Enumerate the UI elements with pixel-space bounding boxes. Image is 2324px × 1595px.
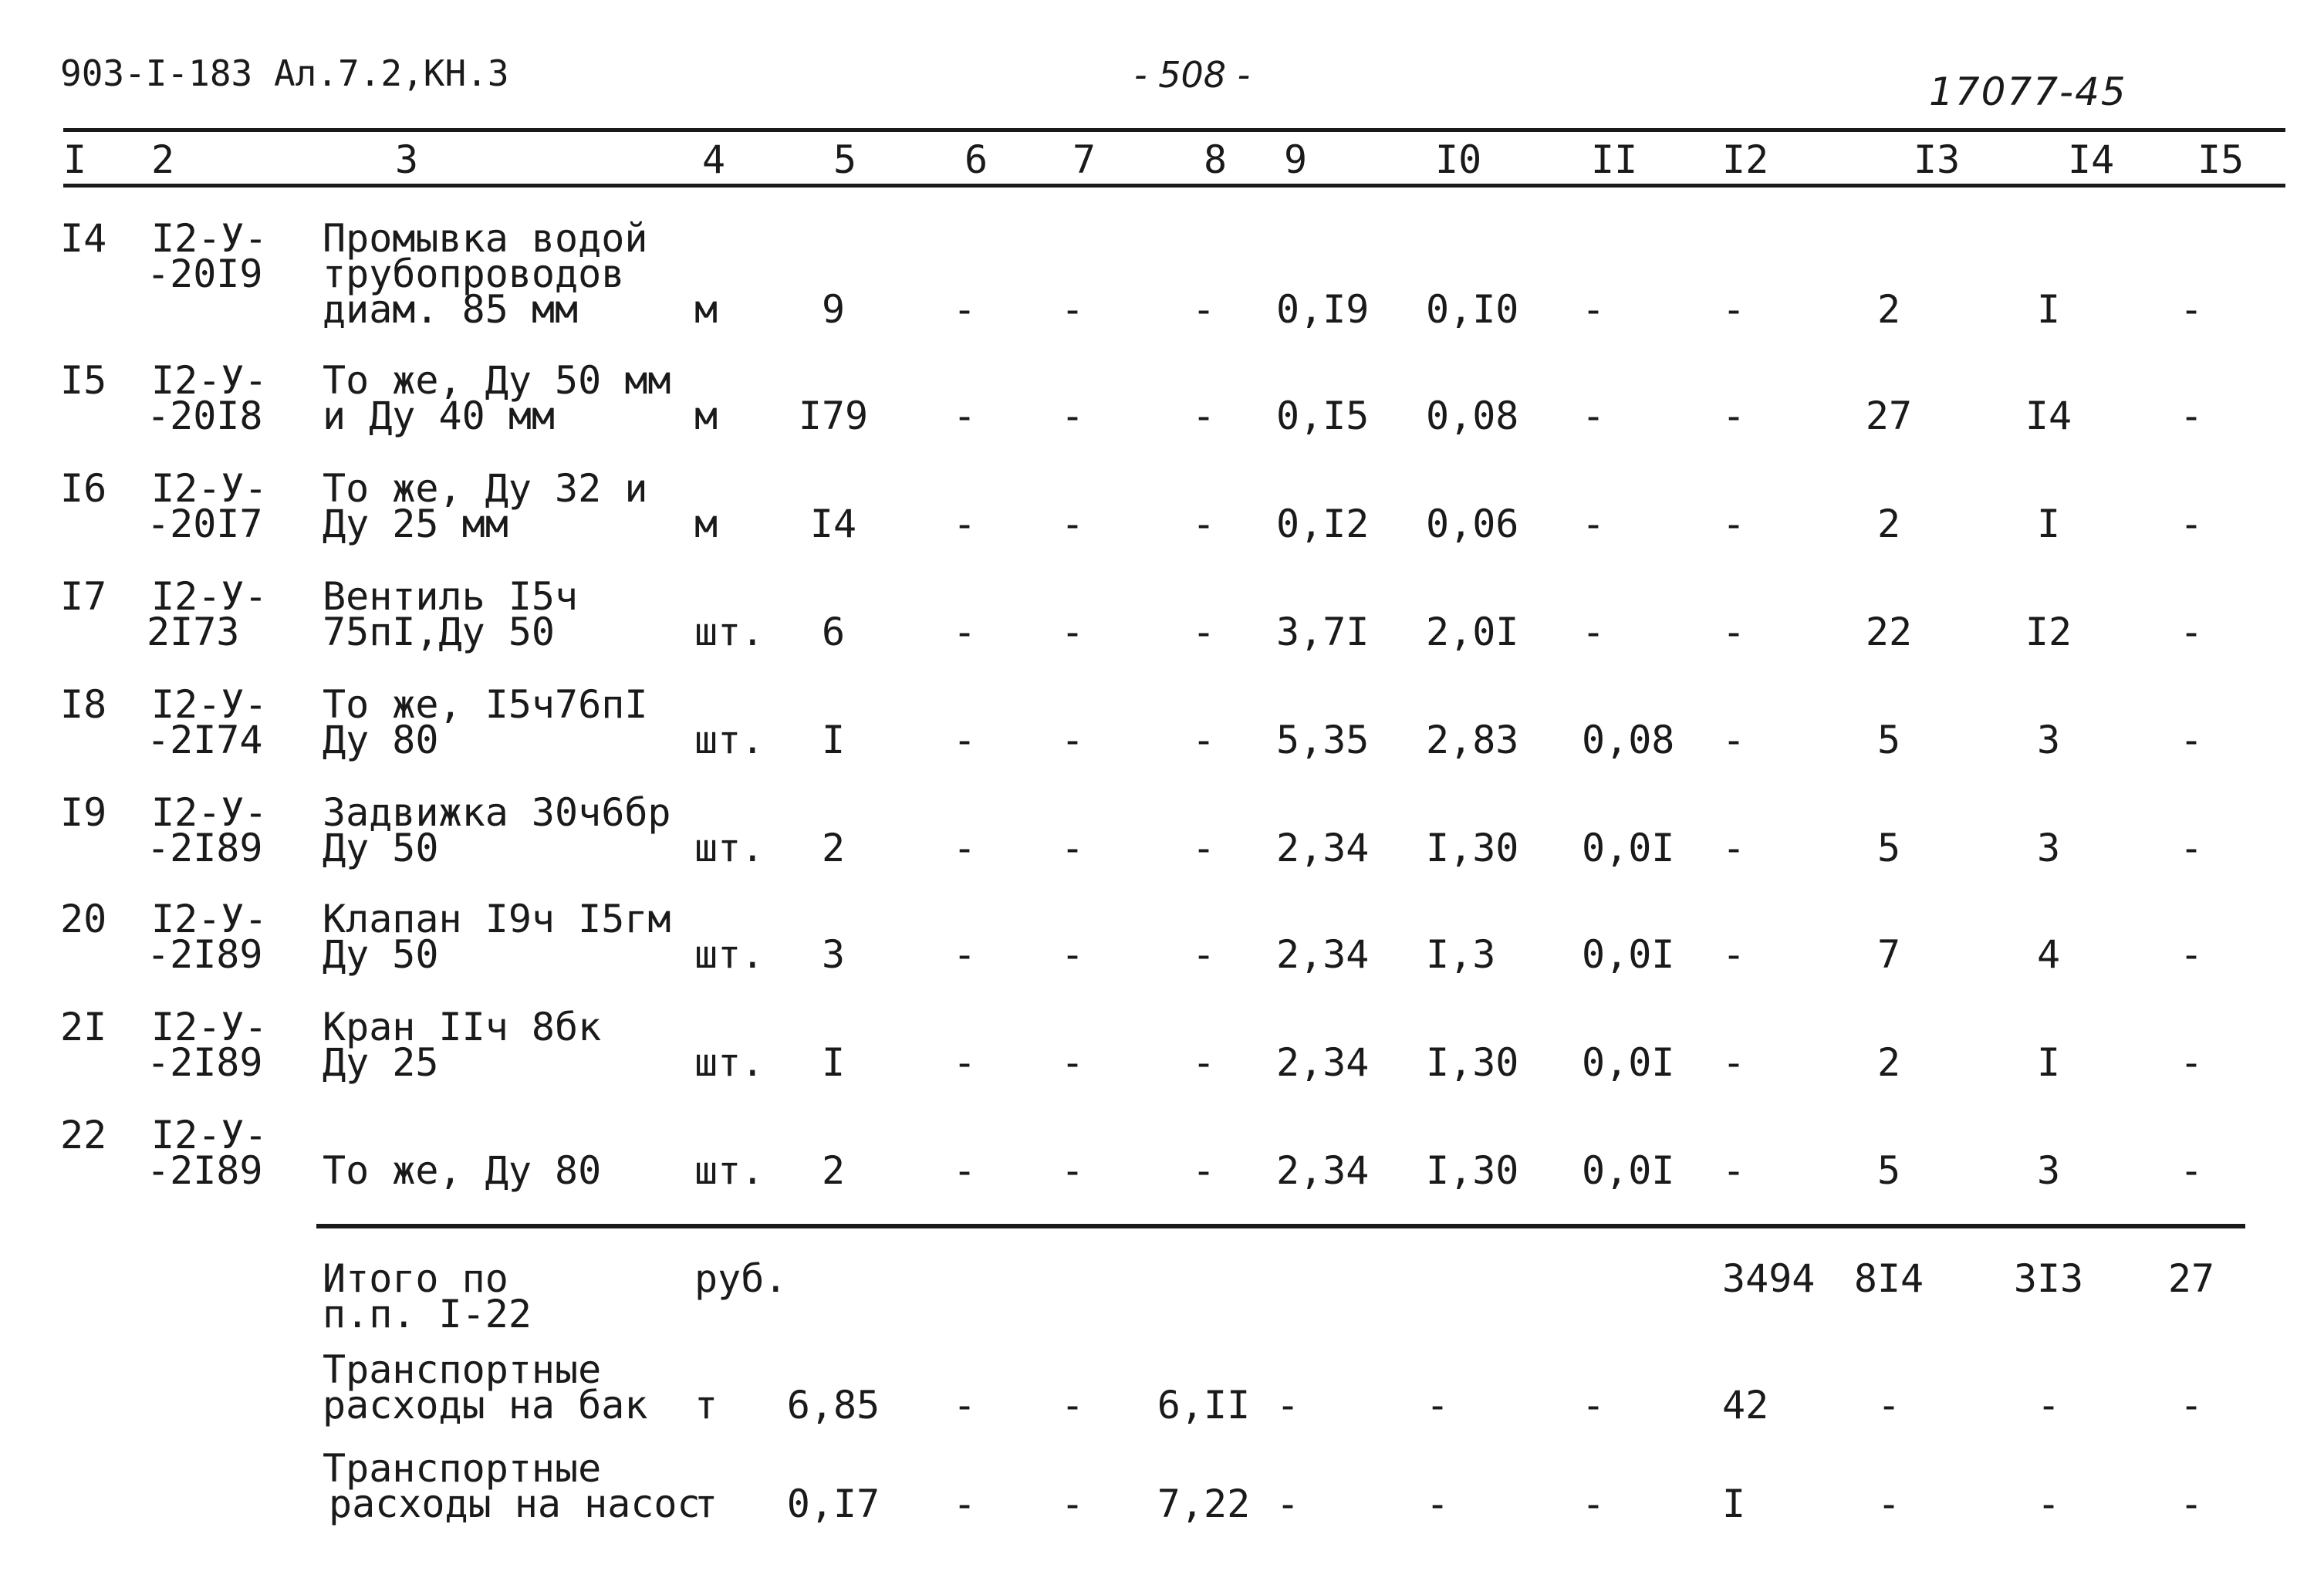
total-col-14: 3I3 xyxy=(2013,1256,2084,1301)
work-name: Вентиль I5ч xyxy=(323,574,579,619)
cell-col-14: 3 xyxy=(2036,718,2061,762)
work-name: То же, Ду 50 мм xyxy=(323,358,671,403)
cell-col-15: - xyxy=(2179,932,2204,977)
row-number: 20 xyxy=(60,897,107,941)
norm-code: -2I89 xyxy=(147,826,263,870)
cell-col-15: - xyxy=(2179,502,2204,546)
norm-code: I2-У- xyxy=(151,897,268,941)
work-name: Промывка водой xyxy=(323,216,648,261)
cell-col-14: 4 xyxy=(2036,932,2061,977)
total-unit: руб. xyxy=(694,1256,788,1301)
cell-col-15: - xyxy=(2179,718,2204,762)
cell-col-8: - xyxy=(1191,287,1216,332)
total-col-15: 27 xyxy=(2167,1256,2215,1301)
cell-col-8: - xyxy=(1191,1148,1216,1193)
cell-col-5: 3 xyxy=(821,932,846,977)
norm-code: -20I9 xyxy=(147,252,263,296)
cell-col-14: I4 xyxy=(2025,394,2072,438)
column-number-11: II xyxy=(1591,137,1638,182)
cell-col-9: 2,34 xyxy=(1276,826,1370,870)
cell-col-12: - xyxy=(1722,932,1746,977)
cell-col-13: 7 xyxy=(1876,932,1901,977)
unit: шт. xyxy=(694,718,765,762)
total-col-14: - xyxy=(2036,1383,2061,1428)
work-name: Ду 50 xyxy=(323,826,439,870)
total-col-5: 0,I7 xyxy=(786,1482,880,1526)
cell-col-12: - xyxy=(1722,1148,1746,1193)
cell-col-8: - xyxy=(1191,610,1216,654)
cell-col-9: 0,I9 xyxy=(1276,287,1370,332)
cell-col-10: I,30 xyxy=(1426,1148,1519,1193)
cell-col-8: - xyxy=(1191,394,1216,438)
cell-col-5: 2 xyxy=(821,1148,846,1193)
row-number: I4 xyxy=(60,216,107,261)
norm-code: -2I89 xyxy=(147,1148,263,1193)
row-number: I8 xyxy=(60,682,107,727)
norm-code: I2-У- xyxy=(151,466,268,511)
unit: м xyxy=(694,394,718,438)
header-rule xyxy=(63,184,2285,188)
cell-col-10: 0,08 xyxy=(1426,394,1519,438)
total-name: Транспортные xyxy=(323,1446,602,1491)
cell-col-12: - xyxy=(1722,287,1746,332)
norm-code: -2I74 xyxy=(147,718,263,762)
work-name: Ду 80 xyxy=(323,718,439,762)
cell-col-7: - xyxy=(1060,932,1085,977)
norm-code: -20I7 xyxy=(147,502,263,546)
unit: м xyxy=(694,287,718,332)
cell-col-7: - xyxy=(1060,610,1085,654)
cell-col-15: - xyxy=(2179,1040,2204,1085)
row-number: I5 xyxy=(60,358,107,403)
page-number: - 508 - xyxy=(1134,54,1251,96)
column-number-15: I5 xyxy=(2197,137,2245,182)
unit: м xyxy=(694,502,718,546)
cell-col-6: - xyxy=(952,394,977,438)
row-number: I9 xyxy=(60,790,107,835)
work-name: 75пI,Ду 50 xyxy=(323,610,556,654)
cell-col-9: 0,I2 xyxy=(1276,502,1370,546)
cell-col-7: - xyxy=(1060,287,1085,332)
work-name: Ду 25 мм xyxy=(323,502,508,546)
row-number: I7 xyxy=(60,574,107,619)
cell-col-14: I xyxy=(2036,287,2061,332)
total-col-12: I xyxy=(1722,1482,1746,1526)
unit: шт. xyxy=(694,1148,765,1193)
total-col-15: - xyxy=(2179,1482,2204,1526)
norm-code: I2-У- xyxy=(151,1113,268,1157)
cell-col-14: I xyxy=(2036,1040,2061,1085)
norm-code: I2-У- xyxy=(151,216,268,261)
work-name: Клапан I9ч I5гм xyxy=(323,897,671,941)
total-col-6: - xyxy=(952,1482,977,1526)
cell-col-7: - xyxy=(1060,1040,1085,1085)
norm-code: -2I89 xyxy=(147,1040,263,1085)
column-number-3: 3 xyxy=(395,137,419,182)
total-col-12: 42 xyxy=(1722,1383,1769,1428)
column-number-9: 9 xyxy=(1284,137,1308,182)
cell-col-11: - xyxy=(1582,502,1606,546)
row-number: 22 xyxy=(60,1113,107,1157)
cell-col-15: - xyxy=(2179,826,2204,870)
cell-col-7: - xyxy=(1060,718,1085,762)
cell-col-11: 0,0I xyxy=(1582,826,1675,870)
total-col-11: - xyxy=(1582,1383,1606,1428)
cell-col-9: 2,34 xyxy=(1276,932,1370,977)
cell-col-8: - xyxy=(1191,932,1216,977)
work-name: То же, I5ч76пI xyxy=(323,682,648,727)
total-name: расходы на насос xyxy=(329,1482,701,1526)
total-col-13: 8I4 xyxy=(1853,1256,1924,1301)
column-number-14: I4 xyxy=(2068,137,2115,182)
column-number-8: 8 xyxy=(1204,137,1228,182)
cell-col-9: 0,I5 xyxy=(1276,394,1370,438)
cell-col-5: I4 xyxy=(809,502,857,546)
unit: шт. xyxy=(694,826,765,870)
cell-col-14: I2 xyxy=(2025,610,2072,654)
cell-col-10: 0,06 xyxy=(1426,502,1519,546)
document-code: 903-I-183 Ал.7.2,КН.3 xyxy=(60,52,509,94)
total-col-10: - xyxy=(1426,1482,1450,1526)
cell-col-10: 0,I0 xyxy=(1426,287,1519,332)
total-col-13: - xyxy=(1876,1482,1901,1526)
cell-col-13: 2 xyxy=(1876,287,1901,332)
total-col-5: 6,85 xyxy=(786,1383,880,1428)
cell-col-5: 2 xyxy=(821,826,846,870)
cell-col-6: - xyxy=(952,826,977,870)
total-name: расходы на бак xyxy=(323,1383,648,1428)
total-col-14: - xyxy=(2036,1482,2061,1526)
norm-code: I2-У- xyxy=(151,1005,268,1049)
cell-col-5: 9 xyxy=(821,287,846,332)
top-rule xyxy=(63,128,2285,132)
total-col-11: - xyxy=(1582,1482,1606,1526)
cell-col-12: - xyxy=(1722,610,1746,654)
cell-col-13: 5 xyxy=(1876,1148,1901,1193)
work-name: Кран IIч 8бк xyxy=(323,1005,602,1049)
cell-col-6: - xyxy=(952,1148,977,1193)
work-name: и Ду 40 мм xyxy=(323,394,556,438)
cell-col-15: - xyxy=(2179,1148,2204,1193)
totals-rule xyxy=(316,1224,2245,1228)
cell-col-11: 0,0I xyxy=(1582,1040,1675,1085)
work-name: Ду 25 xyxy=(323,1040,439,1085)
cell-col-11: 0,08 xyxy=(1582,718,1675,762)
cell-col-11: - xyxy=(1582,287,1606,332)
cell-col-10: I,3 xyxy=(1426,932,1496,977)
column-number-10: I0 xyxy=(1435,137,1482,182)
unit: шт. xyxy=(694,610,765,654)
cell-col-8: - xyxy=(1191,826,1216,870)
cell-col-14: I xyxy=(2036,502,2061,546)
norm-code: I2-У- xyxy=(151,682,268,727)
cell-col-8: - xyxy=(1191,502,1216,546)
cell-col-6: - xyxy=(952,610,977,654)
cell-col-9: 2,34 xyxy=(1276,1040,1370,1085)
column-number-7: 7 xyxy=(1072,137,1096,182)
cell-col-11: - xyxy=(1582,610,1606,654)
unit: шт. xyxy=(694,1040,765,1085)
norm-code: I2-У- xyxy=(151,790,268,835)
column-number-4: 4 xyxy=(702,137,726,182)
cell-col-11: - xyxy=(1582,394,1606,438)
work-name: То же, Ду 80 xyxy=(323,1148,602,1193)
cell-col-15: - xyxy=(2179,610,2204,654)
cell-col-7: - xyxy=(1060,394,1085,438)
cell-col-11: 0,0I xyxy=(1582,1148,1675,1193)
cell-col-13: 5 xyxy=(1876,826,1901,870)
norm-code: -20I8 xyxy=(147,394,263,438)
total-name: п.п. I-22 xyxy=(323,1292,532,1336)
total-col-6: - xyxy=(952,1383,977,1428)
total-col-10: - xyxy=(1426,1383,1450,1428)
cell-col-6: - xyxy=(952,718,977,762)
total-name: Итого по xyxy=(323,1256,508,1301)
cell-col-7: - xyxy=(1060,1148,1085,1193)
cell-col-14: 3 xyxy=(2036,826,2061,870)
cell-col-5: I79 xyxy=(798,394,869,438)
cell-col-10: 2,83 xyxy=(1426,718,1519,762)
total-col-7: - xyxy=(1060,1383,1085,1428)
row-number: I6 xyxy=(60,466,107,511)
total-col-7: - xyxy=(1060,1482,1085,1526)
cell-col-14: 3 xyxy=(2036,1148,2061,1193)
work-name: Ду 50 xyxy=(323,932,439,977)
norm-code: I2-У- xyxy=(151,358,268,403)
cell-col-10: I,30 xyxy=(1426,826,1519,870)
total-col-8: 6,II xyxy=(1157,1383,1251,1428)
cell-col-8: - xyxy=(1191,718,1216,762)
total-col-9: - xyxy=(1276,1383,1300,1428)
total-col-12: 3494 xyxy=(1722,1256,1816,1301)
cell-col-5: I xyxy=(821,718,846,762)
cell-col-9: 3,7I xyxy=(1276,610,1370,654)
cell-col-12: - xyxy=(1722,1040,1746,1085)
total-unit: т xyxy=(694,1383,718,1428)
total-col-9: - xyxy=(1276,1482,1300,1526)
cell-col-6: - xyxy=(952,287,977,332)
cell-col-6: - xyxy=(952,502,977,546)
work-name: То же, Ду 32 и xyxy=(323,466,648,511)
cell-col-15: - xyxy=(2179,287,2204,332)
norm-code: -2I89 xyxy=(147,932,263,977)
cell-col-12: - xyxy=(1722,502,1746,546)
unit: шт. xyxy=(694,932,765,977)
cell-col-13: 2 xyxy=(1876,502,1901,546)
work-name: Задвижка 30ч6бр xyxy=(323,790,671,835)
cell-col-5: I xyxy=(821,1040,846,1085)
cell-col-12: - xyxy=(1722,394,1746,438)
cell-col-10: 2,0I xyxy=(1426,610,1519,654)
total-name: Транспортные xyxy=(323,1347,602,1392)
cell-col-13: 5 xyxy=(1876,718,1901,762)
cell-col-13: 22 xyxy=(1865,610,1913,654)
cell-col-13: 27 xyxy=(1865,394,1913,438)
archive-number: 17077-45 xyxy=(1929,69,2127,114)
work-name: трубопроводов xyxy=(323,252,625,296)
cell-col-5: 6 xyxy=(821,610,846,654)
cell-col-11: 0,0I xyxy=(1582,932,1675,977)
cell-col-13: 2 xyxy=(1876,1040,1901,1085)
cell-col-12: - xyxy=(1722,718,1746,762)
cell-col-7: - xyxy=(1060,826,1085,870)
total-col-8: 7,22 xyxy=(1157,1482,1251,1526)
cell-col-15: - xyxy=(2179,394,2204,438)
cell-col-12: - xyxy=(1722,826,1746,870)
column-number-12: I2 xyxy=(1722,137,1769,182)
cell-col-9: 2,34 xyxy=(1276,1148,1370,1193)
work-name: диам. 85 мм xyxy=(323,287,579,332)
cell-col-6: - xyxy=(952,1040,977,1085)
column-number-13: I3 xyxy=(1914,137,1961,182)
cell-col-6: - xyxy=(952,932,977,977)
column-number-1: I xyxy=(63,137,87,182)
cell-col-7: - xyxy=(1060,502,1085,546)
cell-col-10: I,30 xyxy=(1426,1040,1519,1085)
norm-code: I2-У- xyxy=(151,574,268,619)
total-unit: т xyxy=(694,1482,718,1526)
column-number-6: 6 xyxy=(964,137,988,182)
total-col-13: - xyxy=(1876,1383,1901,1428)
row-number: 2I xyxy=(60,1005,107,1049)
total-col-15: - xyxy=(2179,1383,2204,1428)
column-number-2: 2 xyxy=(151,137,175,182)
cell-col-9: 5,35 xyxy=(1276,718,1370,762)
norm-code: 2I73 xyxy=(147,610,240,654)
column-number-5: 5 xyxy=(833,137,857,182)
cell-col-8: - xyxy=(1191,1040,1216,1085)
